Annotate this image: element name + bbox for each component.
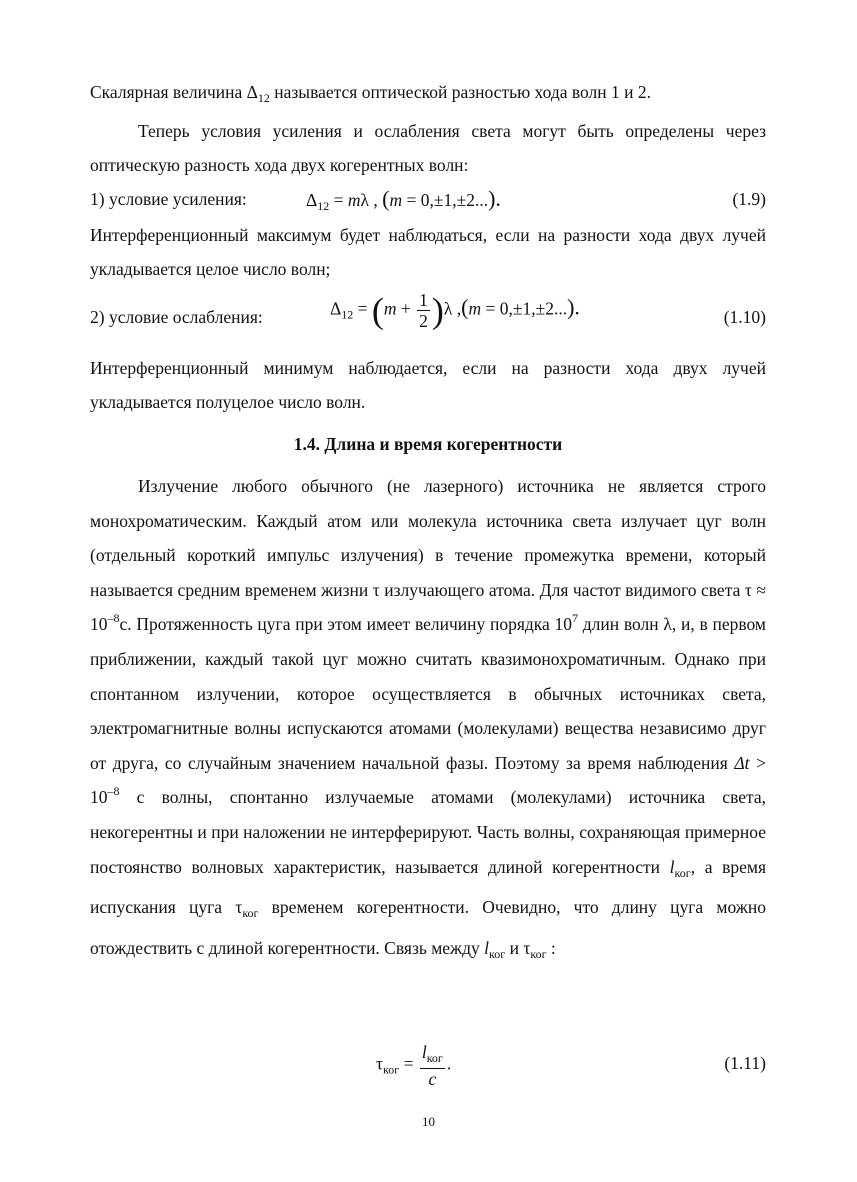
equation-1-11 [90,1042,766,1092]
equation-number: (1.10) [723,307,766,327]
fraction-one-half: $\frac{1}{2}$ [419,290,428,331]
page-number: 10 [422,1114,435,1129]
equation-1-9 [90,182,766,216]
equation-1-10 [90,290,766,340]
delta-symbol: Δ [246,82,258,102]
eq-formula: $\tau_{ког}$ = $\frac{l_{ког}}{c}$ . [376,1042,452,1089]
equation-number: (1.11) [724,1053,766,1073]
paragraph-coherence: Излучение любого обычного (не лазерного) источника не является строго монохроматическим. Каждый атом или молекула источника света излучает цуг волн (отдельный короткий импульс излучения) в течение промежутка времени, который называется средним временем жизни τ излучающего атома. Для частот видимого света $\tau \approx 10^{-8}с$. Протяженность цуга при этом имеет величину порядка $10^7$ длин волн λ, и, в первом приближении, каждый такой цуг можно считать квазимонохроматичным. Однако при спонтанном излучении, которое осуществляется в обычных источниках света, электромагнитные волны испускаются атомами (молекулами) вещества независимо друг от друга, со случайным значением начальной фазы. Поэтому за время наблюдения $\Delta t > 10^{-8}$ с волны, спонтанно излучаемые атомами (молекулами) источника света, некогерентны и при наложении не интерферируют. Часть волны, сохраняющая примерное постоянство волновых характеристик, называется длиной когерентности $l_{ког}$, а время испускания цуга $\tau_{ког}$ временем когерентности. Очевидно, что длину цуга можно отождествить с длиной когерентности. Связь между $l_{ког}$ и $\tau_{ког}$ : [90,476,767,961]
paragraph-minimum: Интерференционный минимум наблюдается, если на разности хода двух лучей укладывается полуцелое число волн. [90,358,766,413]
eq-label-amplification: 1) условие усиления: [90,189,247,209]
eq-formula: $\Delta_{12} = (m$ + $\frac{1}{2}$ )λ ,(m = 0,±1,±2...). [330,290,580,331]
eq-label-attenuation: 2) условие ослабления: [90,307,263,327]
section-heading: 1.4. Длина и время когерентности [293,434,563,454]
eq-formula: $\Delta_{12} = m\lambda$ , (m = 0,±1,±2...). [306,186,501,213]
equation-number: (1.9) [732,189,766,209]
paragraph-conditions-intro: Теперь условия усиления и ослабления света могут быть определены через оптическую разность хода двух когерентных волн: [90,121,766,176]
fraction-l-over-c: $\frac{l_{ког}}{c}$ [421,1042,443,1089]
paragraph-scalar: Скалярная величина $\Delta_{12}$ называется оптической разностью хода волн 1 и 2. [90,82,652,105]
paragraph-maximum: Интерференционный максимум будет наблюдаться, если на разности хода двух лучей укладывается целое число волн; [90,225,766,280]
